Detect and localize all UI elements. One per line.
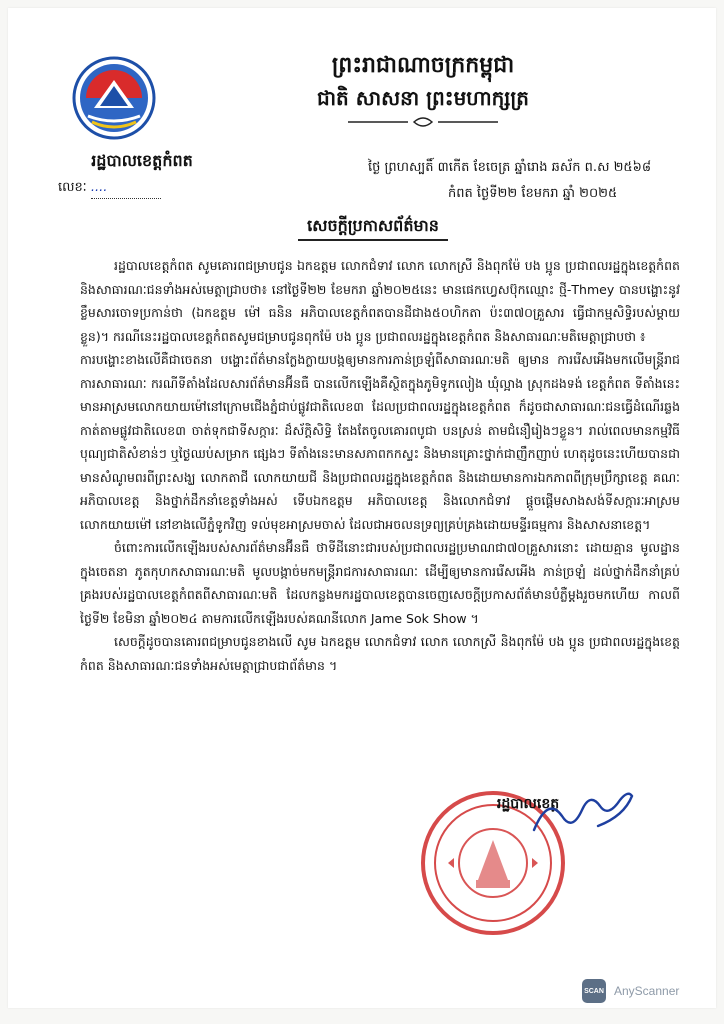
kampot-province-logo — [72, 56, 156, 140]
handwritten-signature — [528, 786, 638, 846]
body-paragraph: សេចក្ដីដូចបានគោរពជម្រាបជូនខាងលើ សូម ឯកឧត្តម លោកជំទាវ លោក លោកស្រី និងពុកម៉ែ បង ប្អូន ប្រជាពលរដ្ឋក្នុងខេត្តកំពត និងសាធារណៈជនទាំងអស់មេត្តាជ្រាបជាព័ត៌មាន ។ — [80, 634, 680, 673]
scanner-watermark — [582, 976, 679, 1006]
ornament-divider — [348, 116, 498, 128]
national-motto: ជាតិ សាសនា ព្រះមហាក្សត្រ — [317, 86, 529, 110]
body-paragraph: រដ្ឋបាលខេត្តកំពត សូមគោរពជម្រាបជូន ឯកឧត្តម លោកជំទាវ លោក លោកស្រី និងពុកម៉ែ បង ប្អូន ប្រជាពលរដ្ឋក្នុងខេត្តកំពត និងសាធារណៈជនទាំងអស់មេត្តាជ្រាបថា៖ នៅថ្ងៃទី២២ ខែមករា ឆ្នាំ២០២៥នេះ មានផេកហ្វេសប៊ុកឈ្មោះ ថ្មី-Thmey បានបង្ហោះនូវខ្លឹមសារចោទប្រកាន់ថា (ឯកឧត្តម ម៉ៅ ធនិន អភិបាលខេត្តកំពតបានដីជាង៥០ហិកតា ប៉ះ៣៧០គ្រួសារ ធ្វើជាកម្មសិទ្ធិរបស់ម្ដាយខ្លួន)។ ករណីនេះរដ្ឋបាលខេត្តកំពតសូមជម្រាបជូនពុកម៉ែ បង ប្អូន ប្រជាពលរដ្ឋក្នុងខេត្តកំពត និងសាធារណៈមតិមេត្តាជ្រាបថា ៖ — [80, 258, 680, 344]
lunar-date: ថ្ងៃ ព្រហស្បតិ៍ ៣កើត ខែចេត្រ ឆ្នាំរោង ឆស័ក ព.ស ២៥៦៨ — [368, 160, 652, 175]
document-title: សេចក្ដីប្រកាសព័ត៌មាន — [307, 216, 439, 235]
document-body — [80, 254, 680, 677]
document-page — [8, 8, 716, 1008]
signatory-title: រដ្ឋបាលខេត្ត — [496, 796, 560, 812]
body-paragraph: ចំពោះការលើកឡើងរបស់សារព័ត៌មានអ៊ីនធឺ ថាទីដីនោះជារបស់ប្រជាពលរដ្ឋប្រមាណជា៧០គ្រួសារនោះ ដោយគ្មាន មូលដ្ឋាន ក្នុងចេតនា ភូតកុហកសាធារណៈមតិ មូលបង្កាច់មកមន្ត្រីរាជការសាធារណៈ ដើម្បីឲ្យមានការរើសអើង ភាន់ច្រឡំ ដល់ថ្នាក់ដឹកនាំគ្រប់គ្រងរបស់រដ្ឋបាលខេត្តកំពតពីសាធារណៈមតិ ដែលកន្លងមករដ្ឋបាលខេត្តបានចេញសេចក្ដីប្រកាសព័ត៌មានបំភ្លឺម្ដងរួចមកហើយ កាលពីថ្ងៃទី២ ខែមិនា ឆ្នាំ២០២៤ តាមការលើកឡើងរបស់គណនីលោក Jame Sok Show ។ — [80, 540, 680, 626]
scanner-badge-icon: SCAN — [582, 979, 606, 1003]
issuing-authority: រដ្ឋបាលខេត្តកំពត — [91, 151, 193, 170]
solar-date: កំពត ថ្ងៃទី២២ ខែមករា ឆ្នាំ ២០២៥ — [448, 186, 618, 201]
title-underline — [298, 239, 448, 241]
reference-value: .... — [91, 178, 161, 199]
kingdom-heading: ព្រះរាជាណាចក្រកម្ពុជា — [331, 52, 515, 78]
scanner-brand: AnyScanner — [614, 984, 680, 998]
reference-number — [58, 178, 161, 199]
reference-label: លេខៈ — [58, 180, 87, 195]
body-paragraph: ការបង្ហោះខាងលើគឺជាចេតនា បង្ហោះព័ត៌មានក្លែងក្លាយបង្កឲ្យមានការភាន់ច្រឡំពីសាធារណៈមតិ ឲ្យមាន ការរើសអើងមកលើមន្ត្រីរាជការសាធារណៈ ករណីទីតាំងដែលសារព័ត៌មានអ៊ីនធឺ បានលើកឡើងគឺស្ថិតក្នុងភូមិទូកលៀង ឃុំល្អាង ស្រុកដងទង់ ខេត្តកំពត ទីតាំងនេះមានអាស្រមលោកយាយម៉ៅនៅក្រោមជើងភ្នំជាប់ផ្លូវជាតិលេខ៣ ដែលប្រជាពលរដ្ឋក្នុងខេត្តកំពត ក៏ដូចជាសាធារណៈជនធ្វើដំណើរឆ្លងកាត់តាមផ្លូវជាតិលេខ៣ ចាត់ទុកជាទីសក្ការៈ ដ៏ស័ក្ដិសិទ្ធិ តែងតែចូលគោរពបូជា បនស្រន់ តាមជំនឿរៀងៗខ្លួន។ រាល់ពេលមានកម្មវិធីបុណ្យជាតិសំខាន់ៗ ឬថ្ងៃឈប់សម្រាក ផ្សេងៗ ទីតាំងនេះមានសភាពកកស្ទះ និងមានគ្រោះថ្នាក់ជាញឹកញាប់ ហេតុដូចនេះហើយបានជាមានសំណូមពរពីព្រះសង្ឃ លោកតាជី លោកយាយជី និងប្រជាពលរដ្ឋក្នុងខេត្តកំពត និងដោយមានការឯកភាពពីក្រុមប្រឹក្សាខេត្ត គណៈអភិបាលខេត្ត និងថ្នាក់ដឹកនាំខេត្តទាំងអស់ ទើបឯកឧត្តម អភិបាលខេត្ត និងលោកជំទាវ ផ្ដួចផ្ដើមសាងសង់ទីសក្ការៈអាស្រមលោកយាយម៉ៅ នៅខាងលើភ្នំទូកវិញ ទល់មុខអាស្រមចាស់ ដែលជាអចលនទ្រព្យគ្រប់គ្រងដោយមន្ទីរធម្មការ និងសាសនាខេត្ត។ — [80, 352, 680, 532]
